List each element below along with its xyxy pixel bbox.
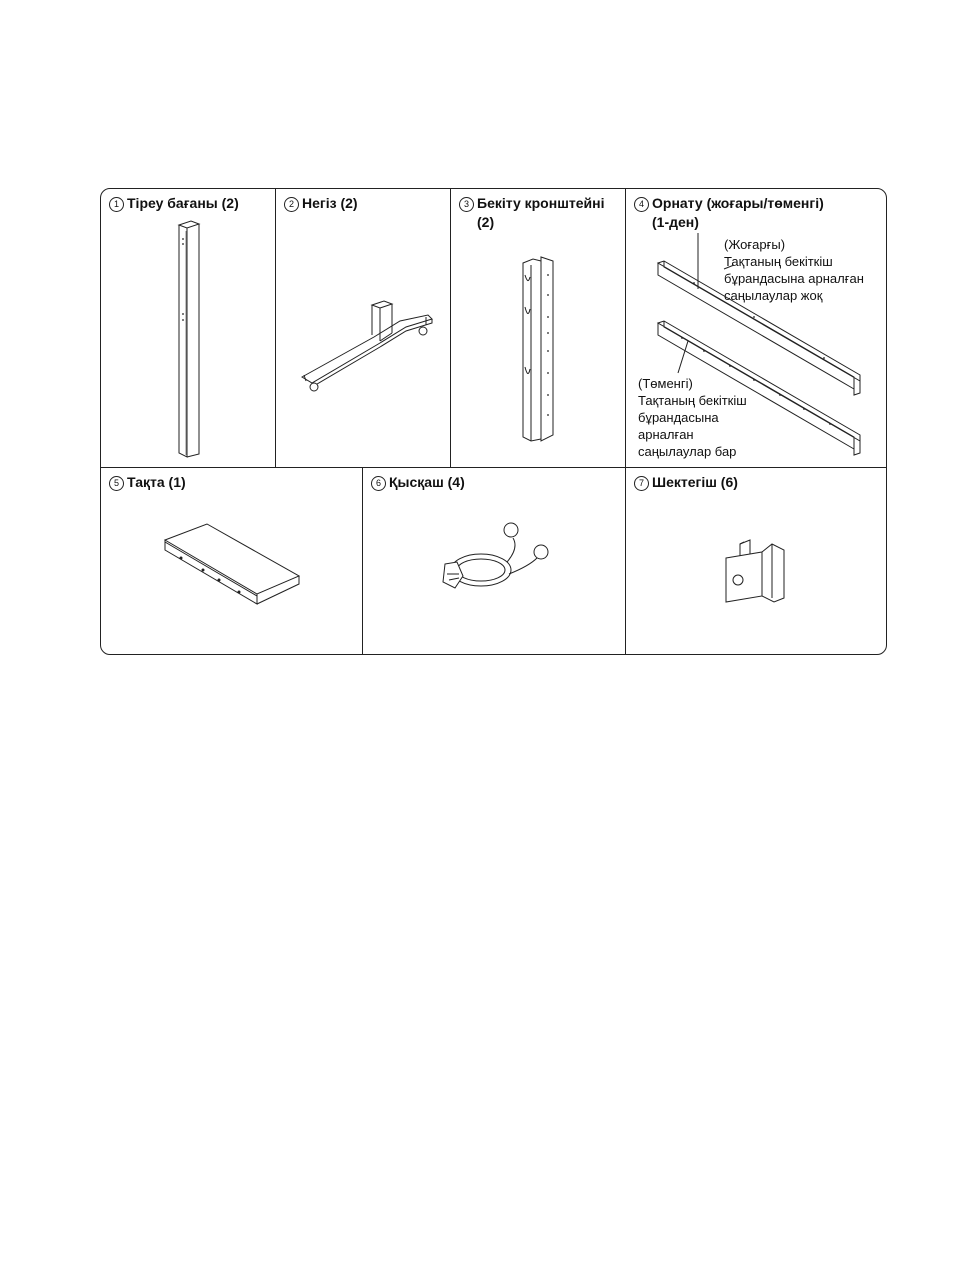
stopper-drawing (722, 538, 786, 610)
parts-table (100, 188, 887, 655)
part-name: Қысқаш (4) (389, 474, 465, 490)
note-line: саңылаулар бар (638, 444, 737, 459)
base-drawing (296, 297, 436, 397)
part-name: Тіреу бағаны (2) (127, 195, 239, 211)
part-cell-base (276, 189, 450, 467)
lower-rail-drawing (654, 319, 866, 459)
part-name: Негіз (2) (302, 195, 358, 211)
part-name-line2: (2) (477, 214, 495, 230)
note-line: бұрандасына (638, 410, 719, 425)
part-number: 7 (634, 476, 649, 491)
part-label (109, 473, 186, 492)
part-name: Орнату (жоғары/төменгі) (652, 195, 824, 211)
part-cell-stopper (626, 468, 887, 655)
part-number: 6 (371, 476, 386, 491)
part-number: 1 (109, 197, 124, 212)
note-line: Тақтаның бекіткіш (724, 254, 833, 269)
note-line: бұрандасына арналған (724, 271, 864, 286)
note-line: (Төменгі) (638, 376, 693, 391)
part-cell-support-column (101, 189, 275, 467)
part-label (284, 194, 358, 213)
part-number: 4 (634, 197, 649, 212)
part-number: 3 (459, 197, 474, 212)
part-label (371, 473, 465, 492)
note-line: арналған (638, 427, 694, 442)
part-cell-board (101, 468, 362, 655)
part-number: 2 (284, 197, 299, 212)
part-cell-clamp (363, 468, 625, 655)
part-label (634, 194, 824, 232)
part-cell-mounting-bracket (451, 189, 625, 467)
part-label (109, 194, 239, 213)
support-column-drawing (171, 219, 211, 459)
note-line: саңылаулар жоқ (724, 288, 823, 303)
mounting-bracket-drawing (519, 255, 559, 445)
note-line: Тақтаның бекіткіш (638, 393, 747, 408)
part-number: 5 (109, 476, 124, 491)
board-drawing (161, 518, 301, 608)
part-name: Шектегіш (6) (652, 474, 738, 490)
part-name: Бекіту кронштейні (477, 195, 605, 211)
clamp-drawing (433, 518, 563, 608)
part-label (634, 473, 738, 492)
part-label (459, 194, 604, 232)
part-name: Тақта (1) (127, 474, 186, 490)
part-name-line2: (1-ден) (652, 214, 699, 230)
note-line: (Жоғарғы) (724, 237, 786, 252)
part-cell-mounting-rails (626, 189, 887, 467)
